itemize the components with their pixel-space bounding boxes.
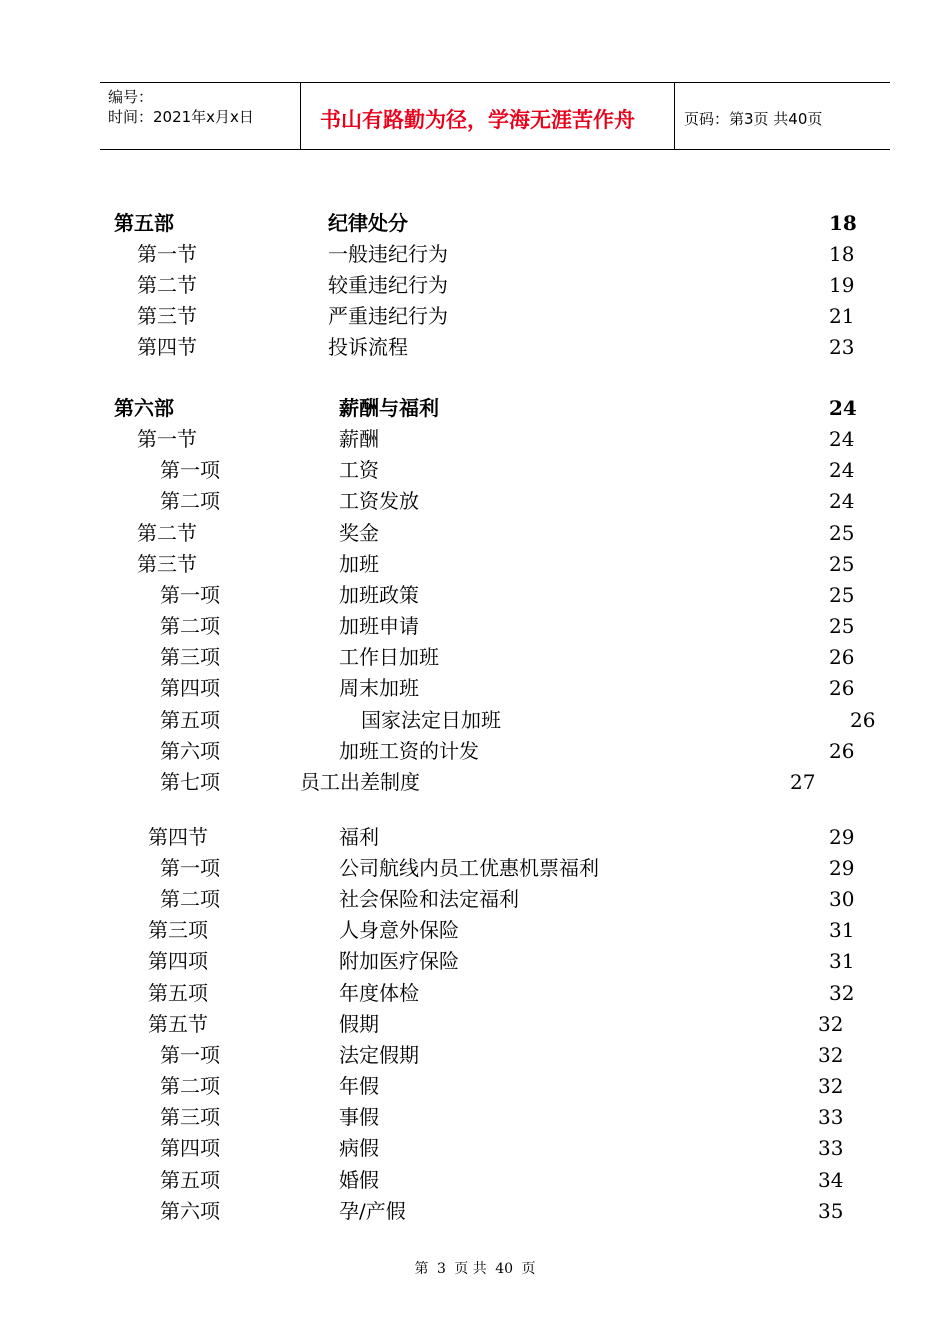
toc-row bbox=[0, 673, 950, 703]
toc-title: 周末加班 bbox=[339, 676, 419, 700]
toc-row bbox=[0, 239, 950, 269]
toc-row bbox=[0, 946, 950, 976]
toc-title: 国家法定日加班 bbox=[361, 708, 501, 732]
toc-label: 第二项 bbox=[160, 1074, 220, 1098]
toc-row bbox=[0, 705, 950, 735]
toc-page: 24 bbox=[829, 489, 855, 513]
toc-row bbox=[0, 301, 950, 331]
toc-title: 奖金 bbox=[339, 521, 379, 545]
toc-title: 社会保险和法定福利 bbox=[339, 887, 519, 911]
toc-title: 加班申请 bbox=[339, 614, 419, 638]
toc-label: 第五节 bbox=[148, 1012, 208, 1036]
toc-label: 第五项 bbox=[160, 708, 220, 732]
toc-page: 32 bbox=[818, 1043, 844, 1067]
toc-title: 公司航线内员工优惠机票福利 bbox=[339, 856, 599, 880]
page-footer bbox=[0, 1258, 950, 1278]
toc-page: 32 bbox=[829, 981, 855, 1005]
toc-title: 薪酬 bbox=[339, 427, 379, 451]
toc-label: 第二项 bbox=[160, 489, 220, 513]
toc-row bbox=[0, 1009, 950, 1039]
toc-page: 24 bbox=[829, 427, 855, 451]
toc-page: 21 bbox=[829, 304, 855, 328]
toc-label: 第一项 bbox=[160, 1043, 220, 1067]
toc-page: 32 bbox=[818, 1074, 844, 1098]
toc-label: 第五项 bbox=[148, 981, 208, 1005]
toc-title: 事假 bbox=[339, 1105, 379, 1129]
toc-title: 薪酬与福利 bbox=[339, 396, 439, 420]
toc-label: 第三节 bbox=[137, 552, 197, 576]
toc-page: 27 bbox=[790, 770, 816, 794]
toc-title: 福利 bbox=[339, 825, 379, 849]
toc-page: 24 bbox=[829, 396, 857, 420]
toc-title: 纪律处分 bbox=[328, 211, 408, 235]
toc-title: 人身意外保险 bbox=[339, 918, 459, 942]
toc-label: 第六项 bbox=[160, 739, 220, 763]
toc-label: 第四项 bbox=[160, 1136, 220, 1160]
toc-row bbox=[0, 332, 950, 362]
toc-row bbox=[0, 270, 950, 300]
toc-page: 25 bbox=[829, 521, 855, 545]
header-motto: 书山有路勤为径，学海无涯苦作舟 bbox=[320, 108, 635, 132]
toc-row bbox=[0, 549, 950, 579]
toc-title: 加班 bbox=[339, 552, 379, 576]
toc-label: 第三项 bbox=[148, 918, 208, 942]
toc-title: 严重违纪行为 bbox=[328, 304, 448, 328]
toc-page: 33 bbox=[818, 1105, 844, 1129]
toc-page: 26 bbox=[829, 676, 855, 700]
toc-page: 25 bbox=[829, 583, 855, 607]
toc-label: 第四项 bbox=[148, 949, 208, 973]
toc-page: 26 bbox=[829, 739, 855, 763]
toc-page: 35 bbox=[818, 1199, 844, 1223]
toc-label: 第三项 bbox=[160, 645, 220, 669]
toc-label: 第三节 bbox=[137, 304, 197, 328]
toc-title: 较重违纪行为 bbox=[328, 273, 448, 297]
toc-row bbox=[0, 455, 950, 485]
toc-label: 第六项 bbox=[160, 1199, 220, 1223]
toc-title: 员工出差制度 bbox=[300, 770, 420, 794]
toc-page: 18 bbox=[829, 211, 857, 235]
header-page-label: 页码：第3页 共40页 bbox=[684, 110, 823, 128]
toc-title: 年度体检 bbox=[339, 981, 419, 1005]
toc-label: 第五项 bbox=[160, 1168, 220, 1192]
toc-row bbox=[0, 393, 950, 423]
toc-page: 25 bbox=[829, 614, 855, 638]
toc-title: 投诉流程 bbox=[328, 335, 408, 359]
toc-label: 第二节 bbox=[137, 273, 197, 297]
toc-title: 一般违纪行为 bbox=[328, 242, 448, 266]
toc-label: 第四节 bbox=[148, 825, 208, 849]
toc-label: 第二项 bbox=[160, 614, 220, 638]
toc-row bbox=[0, 1102, 950, 1132]
toc-title: 年假 bbox=[339, 1074, 379, 1098]
footer-middle: 页 共 bbox=[454, 1261, 487, 1277]
toc-title: 婚假 bbox=[339, 1168, 379, 1192]
toc-row bbox=[0, 978, 950, 1008]
toc-row bbox=[0, 1133, 950, 1163]
toc-title: 工资 bbox=[339, 458, 379, 482]
toc-row bbox=[0, 580, 950, 610]
toc-label: 第一节 bbox=[137, 427, 197, 451]
toc-label: 第三项 bbox=[160, 1105, 220, 1129]
toc-row bbox=[0, 736, 950, 766]
toc-page: 26 bbox=[850, 708, 876, 732]
toc-row bbox=[0, 1165, 950, 1195]
toc-row bbox=[0, 1196, 950, 1226]
footer-suffix: 页 bbox=[521, 1261, 536, 1277]
toc-label: 第四节 bbox=[137, 335, 197, 359]
toc-label: 第二项 bbox=[160, 887, 220, 911]
toc-title: 病假 bbox=[339, 1136, 379, 1160]
toc-page: 32 bbox=[818, 1012, 844, 1036]
toc-row bbox=[0, 518, 950, 548]
toc-row bbox=[0, 767, 950, 797]
toc-page: 18 bbox=[829, 242, 855, 266]
toc-page: 31 bbox=[829, 918, 855, 942]
toc-label: 第一节 bbox=[137, 242, 197, 266]
toc-label: 第七项 bbox=[160, 770, 220, 794]
toc-title: 法定假期 bbox=[339, 1043, 419, 1067]
toc-page: 25 bbox=[829, 552, 855, 576]
doc-number-label: 编号： bbox=[108, 88, 154, 106]
toc-row bbox=[0, 611, 950, 641]
toc-row bbox=[0, 642, 950, 672]
toc-row bbox=[0, 486, 950, 516]
toc-row bbox=[0, 1071, 950, 1101]
toc-page: 23 bbox=[829, 335, 855, 359]
toc-title: 加班工资的计发 bbox=[339, 739, 479, 763]
toc-title: 工作日加班 bbox=[339, 645, 439, 669]
toc-row bbox=[0, 853, 950, 883]
toc-title: 假期 bbox=[339, 1012, 379, 1036]
toc-label: 第一项 bbox=[160, 458, 220, 482]
toc-page: 29 bbox=[829, 856, 855, 880]
toc-page: 26 bbox=[829, 645, 855, 669]
footer-page: 3 bbox=[436, 1261, 446, 1277]
toc-title: 加班政策 bbox=[339, 583, 419, 607]
toc-label: 第五部 bbox=[114, 211, 174, 235]
toc-page: 29 bbox=[829, 825, 855, 849]
footer-prefix: 第 bbox=[414, 1261, 429, 1277]
toc-label: 第六部 bbox=[114, 396, 174, 420]
toc-row bbox=[0, 884, 950, 914]
toc-row bbox=[0, 208, 950, 238]
toc-row bbox=[0, 915, 950, 945]
toc-page: 30 bbox=[829, 887, 855, 911]
toc-row bbox=[0, 1040, 950, 1070]
toc-page: 19 bbox=[829, 273, 855, 297]
toc-page: 31 bbox=[829, 949, 855, 973]
toc-page: 24 bbox=[829, 458, 855, 482]
toc-label: 第四项 bbox=[160, 676, 220, 700]
toc-title: 孕/产假 bbox=[339, 1199, 406, 1223]
time-label: 时间：2021年x月x日 bbox=[108, 108, 254, 126]
toc-title: 工资发放 bbox=[339, 489, 419, 513]
toc-label: 第一项 bbox=[160, 583, 220, 607]
toc-label: 第一项 bbox=[160, 856, 220, 880]
toc-row bbox=[0, 424, 950, 454]
footer-total: 40 bbox=[495, 1261, 514, 1277]
toc-page: 33 bbox=[818, 1136, 844, 1160]
toc-row bbox=[0, 822, 950, 852]
toc-title: 附加医疗保险 bbox=[339, 949, 459, 973]
toc-page: 34 bbox=[818, 1168, 844, 1192]
toc-label: 第二节 bbox=[137, 521, 197, 545]
